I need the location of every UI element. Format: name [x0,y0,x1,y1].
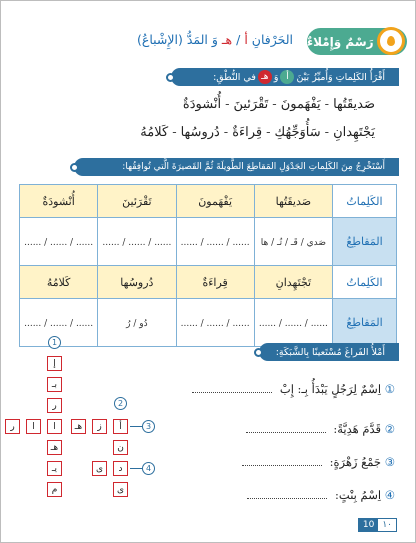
syllable-blank: ...... / ...... / ...... [180,238,250,248]
syllable-blank: ...... / ...... / ...... [24,319,94,329]
section1-instruction-end: في النُّطْقِ: [213,71,256,83]
syllable-blank: ...... / ...... / ...... [24,238,94,248]
section3-instruction: أَمْلأُ الفَراغَ مُسْتَعينًا بِالشَّبَكَةِ: [275,346,385,358]
syllable-blank: ...... / ...... / ...... [102,238,172,248]
letter-h-highlight: هـ [258,70,272,84]
clue-marker-2: 2 [114,397,127,410]
title-letter-h: هـ [221,32,233,47]
word-separator: - [324,125,330,140]
row-header-words: الكَلِماتُ [333,185,397,218]
syllable-cell[interactable] [254,218,332,266]
table-word: كَلامُهُ [20,266,98,299]
word: تَقْرَئينَ [233,97,269,112]
section1-instruction-bar [171,68,399,86]
crossword-cell[interactable]: ى [92,461,107,476]
crossword-cell[interactable]: إ [47,356,62,371]
question-4 [195,488,395,502]
answer-line[interactable] [247,489,327,499]
title-letter-a: أ [244,32,248,47]
crossword-cell[interactable]: يـ [47,461,62,476]
word: أُنْشودَةٌ [182,97,222,112]
table-word: تَقْرَئينَ [98,185,176,218]
syllable-text: دُو / رُ [126,319,148,329]
syllable-text: صَدي / قَـ / تُـ / ها [260,238,326,248]
conjunction: وَ [273,71,279,83]
page-number-arabic: ١٠ [378,519,396,531]
letter-a-highlight: أ [280,70,294,84]
crossword-cell[interactable]: ا [47,419,62,434]
question-text: اِسْمُ بِنْتٍ: [335,488,382,502]
clue-marker-4: 4 [142,462,155,475]
question-text: قَدَّمَ هَدِيَّةً: [333,422,382,436]
word-separator: - [266,125,271,140]
crossword-cell[interactable]: م [47,482,62,497]
question-number: ③ [384,455,395,469]
section3-instruction-bar [259,343,399,361]
syllable-blank: ...... / ...... / ...... [258,319,328,329]
syllables-table [19,184,397,347]
table-row [20,218,397,266]
syllable-cell[interactable] [20,218,98,266]
syllable-cell[interactable] [176,218,254,266]
question-text: جَمْعُ زَهْرَةٍ: [329,455,382,469]
clue-marker-1: 1 [48,336,61,349]
question-text: اِسْمٌ لِرَجُلٍ يَبْدَأُ بِـ: إِبْ [279,382,382,396]
table-row [20,266,397,299]
crossword-cell[interactable]: هـ [47,440,62,455]
word-separator: - [324,97,330,112]
row-header-words: الكَلِماتُ [333,266,397,299]
question-number: ① [384,382,395,396]
word: كَلامُهُ [140,125,169,140]
table-word: تَجْتَهِدانِ [254,266,332,299]
crossword-cell[interactable]: د [113,461,128,476]
word: يَفْهَمونَ [280,97,321,112]
word: يَجْتَهِدانِ [333,125,375,140]
bar-dot-icon [70,163,79,172]
crossword-cell[interactable]: أ [113,419,128,434]
crossword-cell[interactable]: ى [113,482,128,497]
word-row-2 [45,125,375,140]
answer-line[interactable] [246,423,326,433]
word-separator: - [272,97,277,112]
table-row [20,299,397,347]
section2-instruction-bar [74,158,399,176]
answer-line[interactable] [192,383,272,393]
word: صَديقَتُها [333,97,375,112]
location-pin-icon [377,27,405,55]
syllable-blank: ...... / ...... / ...... [180,319,250,329]
word-separator: - [223,125,229,140]
table-word: قِراءَةٌ [176,266,254,299]
crossword-cell[interactable]: هـ [71,419,86,434]
crossword-cell[interactable]: بـ [47,377,62,392]
bar-dot-icon [166,73,175,82]
word-separator: - [172,125,177,140]
question-1 [195,382,395,396]
section2-instruction: أَسْتَخْرِجُ مِنَ الكَلِماتِ الجَدْوَلِ المَقاطِعَ الطَّويلَةَ ثُمَّ القَصيرَةَ الَّتي تُوافِقُها: [122,162,385,172]
crossword-cell[interactable]: ن [113,440,128,455]
section1-instruction: أَقْرَأُ الكَلِماتِ وَأُميِّزُ بَيْنَ [296,71,385,83]
table-word: أُنْشودَةٌ [20,185,98,218]
title-text: الحَرْفانِ [247,32,293,47]
page-number-latin: 10 [359,519,378,531]
word-row-1 [45,97,375,112]
question-3 [195,455,395,469]
bar-dot-icon [254,348,263,357]
word-separator: - [225,97,230,112]
crossword-cell[interactable]: ر [5,419,20,434]
crossword-cell[interactable]: ا [26,419,41,434]
table-row [20,185,397,218]
row-header-syllables: المَقاطِعُ [333,299,397,347]
crossword-cell[interactable]: ر [47,398,62,413]
row-header-syllables: المَقاطِعُ [333,218,397,266]
title-separator: / [232,32,245,47]
question-number: ② [384,422,395,436]
arrow-left-icon [130,468,142,469]
syllable-cell[interactable] [98,218,176,266]
word: سَأُوَجِّهُكِ [274,125,321,140]
crossword-cell[interactable]: ز [92,419,107,434]
lesson-badge-label: رَسْمٌ وَإِمْلاءٌ [307,34,374,49]
word: قِراءَةٌ [232,125,263,140]
question-number: ④ [384,488,395,502]
clue-marker-3: 3 [142,420,155,433]
word: دُروسُها [180,125,220,140]
syllable-cell[interactable] [254,299,332,347]
table-word: دُروسُها [98,266,176,299]
table-word: يَفْهَمونَ [176,185,254,218]
syllable-cell[interactable] [98,299,176,347]
lesson-title [73,32,293,47]
table-word: صَديقَتُها [254,185,332,218]
syllable-cell[interactable] [176,299,254,347]
title-suffix: وَ المَدُّ (الإِشْباعُ) [136,32,222,47]
page-number [358,518,397,532]
arrow-left-icon [130,426,142,427]
answer-line[interactable] [242,456,322,466]
question-2 [195,422,395,436]
